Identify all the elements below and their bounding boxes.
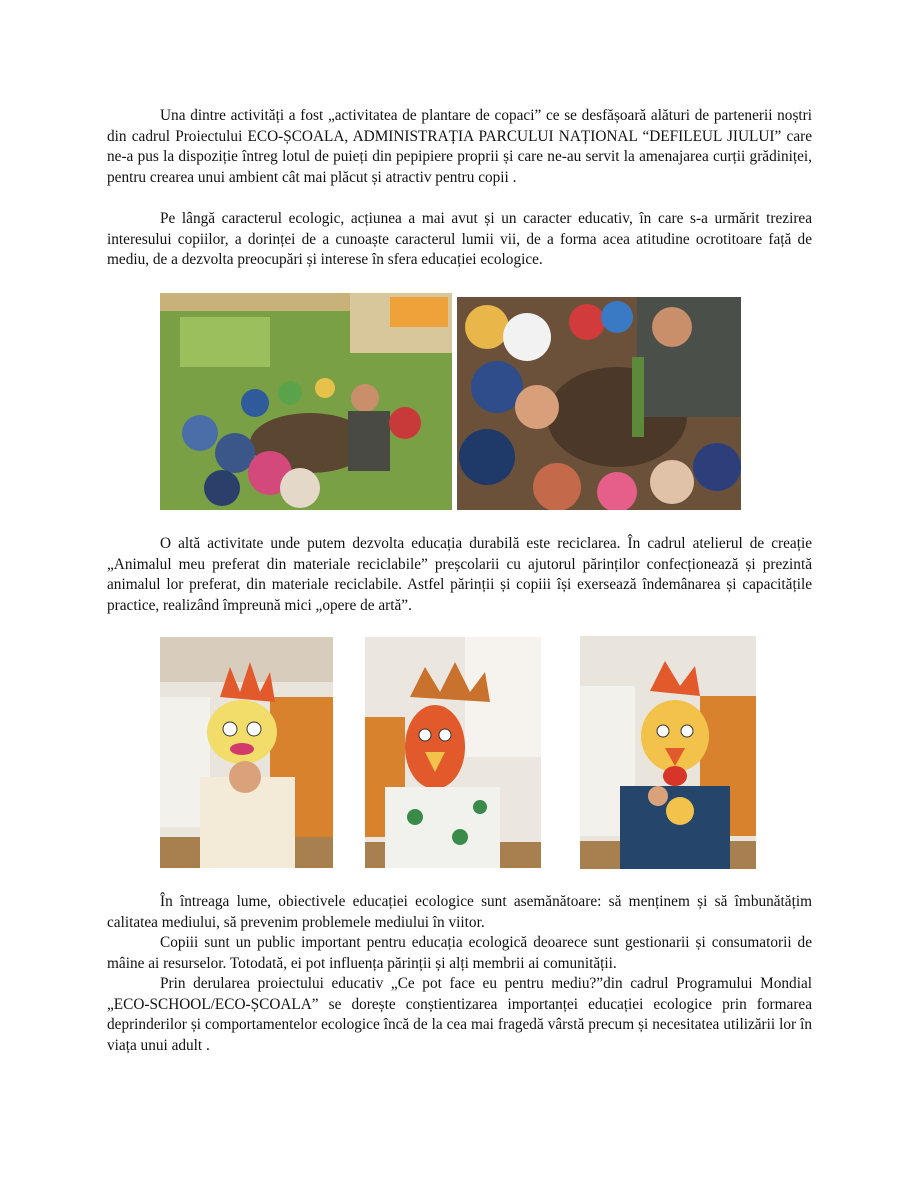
paragraph-recycling: O altă activitate unde putem dezvolta educația durabilă este reciclarea. În cadrul atelierul de creație „Animalul meu preferat din materiale reciclabile” preșcolarii cu ajutorul părinților confecționează și prezintă animalul lor preferat, din materiale reciclabile. Astfel părinții și copiii își exersează îndemânarea și capacitățile practice, realizând împreună mici „opere de artă”. bbox=[107, 535, 812, 614]
recycled-mask-photo-3 bbox=[580, 636, 756, 869]
paragraph-children-public: Copiii sunt un public important pentru educația ecologică deoarece sunt gestionarii și consumatorii de mâine ai resurselor. Totodată, ei pot influența părinții și alți membrii ai comunității. bbox=[107, 934, 812, 972]
paragraph-educational-character: Pe lângă caracterul ecologic, acțiunea a mai avut și un caracter educativ, în care s-a urmărit trezirea interesului copiilor, a dorinței de a cunoaște caracterul lumii vii, de a forma acea atitudine ocrotitoare față de mediu, de a dezvolta preocupări și interese în sfera educației ecologice. bbox=[107, 210, 812, 269]
paragraph-global-objectives: În întreaga lume, obiectivele educației ecologice sunt asemănătoare: să menținem și să îmbunătățim calitatea mediului, să prevenim problemele mediului în viitor. bbox=[107, 893, 812, 931]
tree-planting-photo-1 bbox=[160, 293, 452, 510]
recycled-mask-photo-1 bbox=[160, 637, 333, 868]
tree-planting-photo-2 bbox=[457, 297, 741, 510]
paragraph-tree-planting: Una dintre activități a fost „activitatea de plantare de copaci” ce se desfășoară alături de partenerii noștri din cadrul Proiectului ECO-ȘCOALA, ADMINISTRAȚIA PARCULUI NAȚIONAL “DEFILEUL JIULUI” care ne-a pus la dispoziție întreg lotul de puieți din pepipiere proprii și care ne-au servit la amenajarea curții grădiniței, pentru crearea unui ambient cât mai plăcut și atractiv pentru copii . bbox=[107, 107, 812, 186]
recycled-mask-photo-2 bbox=[365, 637, 541, 868]
paragraph-eco-school-project: Prin derularea proiectului educativ „Ce pot face eu pentru mediu?”din cadrul Programului Mondial „ECO-SCHOOL/ECO-ȘCOALA” se dorește conștientizarea importanței educației ecologice prin formarea deprinderilor și comportamentelor ecologice încă de la cea mai fragedă vârstă precum și necesitatea utilizării lor în viața unui adult . bbox=[107, 975, 812, 1054]
